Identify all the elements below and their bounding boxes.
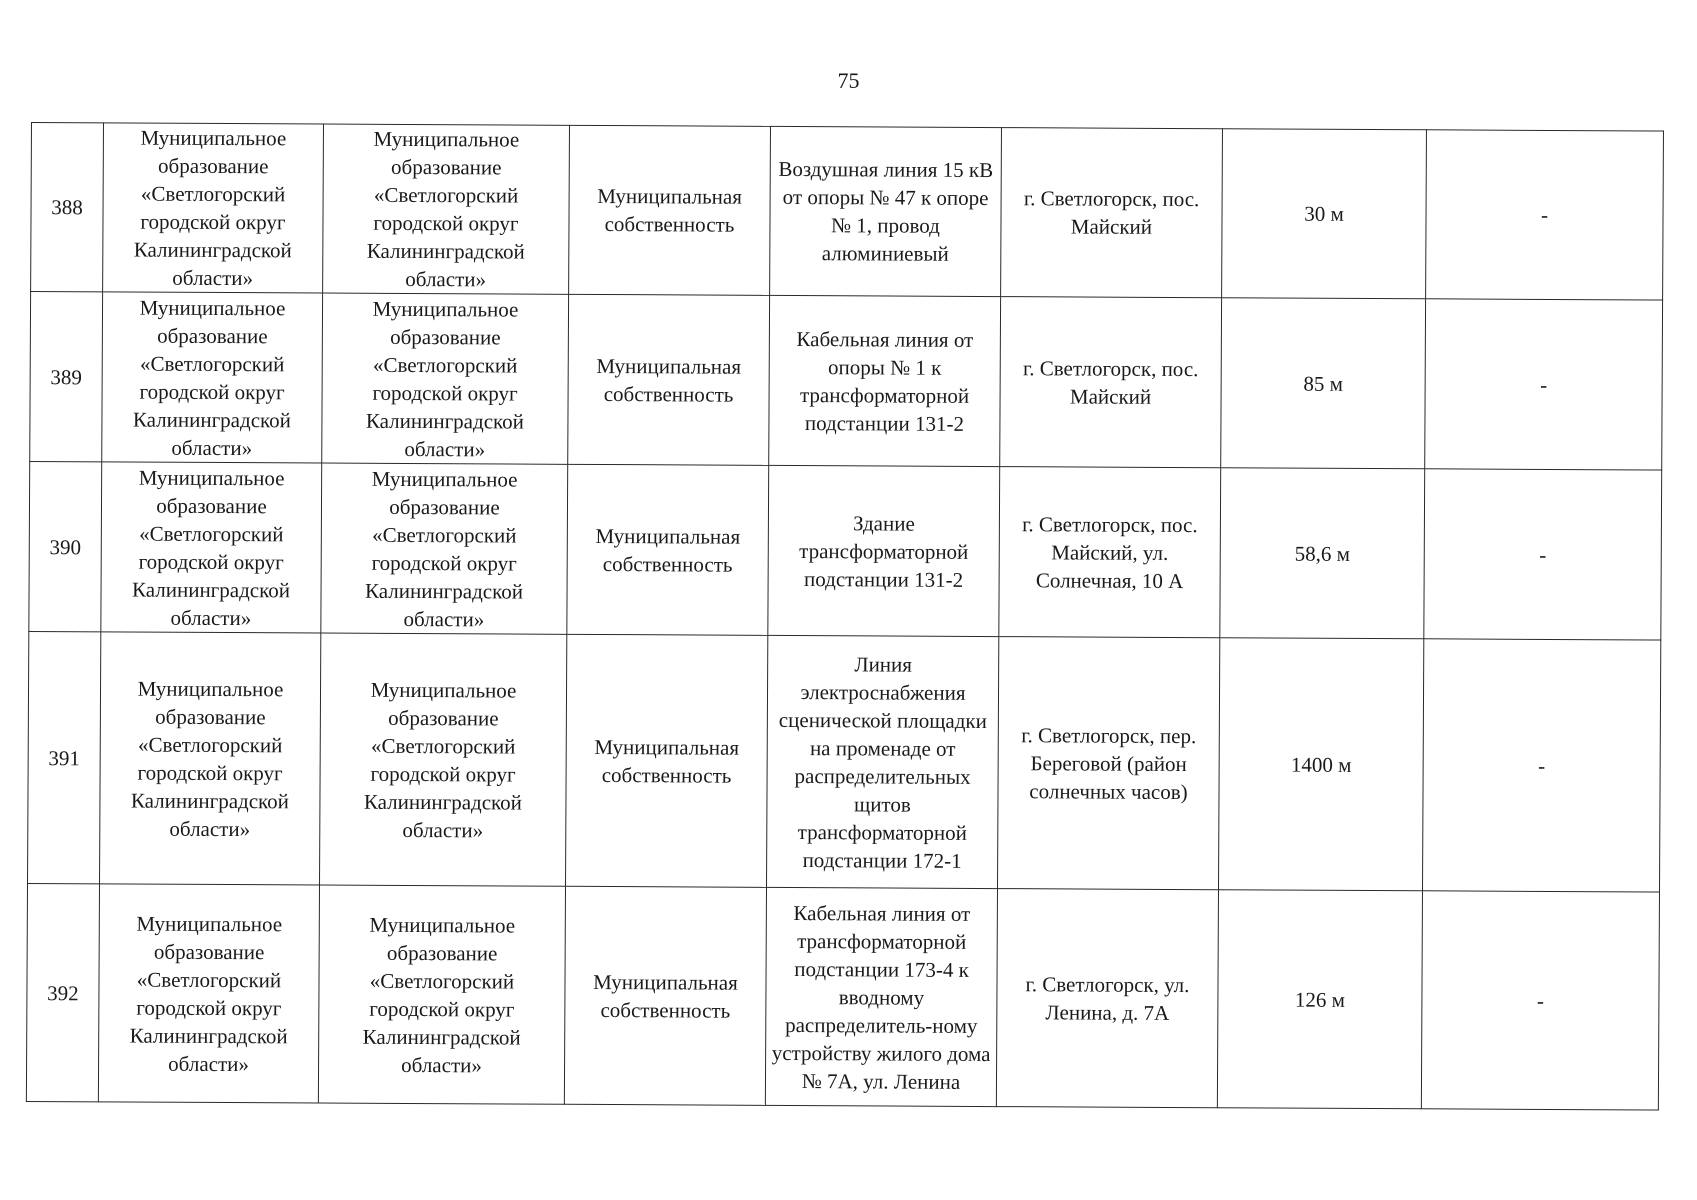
address-cell: г. Светлогорск, пос. Майский	[1000, 297, 1222, 468]
object-name-cell: Здание трансформаторной подстанции 131-2	[768, 465, 1000, 636]
page-number: 75	[837, 68, 860, 93]
address-cell: г. Светлогорск, пос. Майский, ул. Солнечная, 10 А	[999, 467, 1221, 638]
note-cell: -	[1426, 130, 1664, 300]
row-number-cell: 389	[30, 292, 103, 462]
address-cell: г. Светлогорск, пер. Береговой (район солнечных часов)	[997, 637, 1219, 890]
table-row	[28, 631, 1661, 892]
ownership-type-cell: Муниципальная собственность	[567, 464, 769, 635]
size-cell: 85 м	[1221, 298, 1426, 469]
note-cell: -	[1422, 639, 1660, 892]
ownership-type-cell: Муниципальная собственность	[568, 294, 770, 465]
table-row	[26, 883, 1659, 1110]
size-cell: 126 м	[1217, 890, 1422, 1109]
size-cell: 30 м	[1222, 129, 1427, 299]
object-name-cell: Кабельная линия от трансформаторной подстанции 173-4 к вводному распределитель-ному устройству жилого дома № 7А, ул. Ленина	[765, 887, 997, 1106]
note-cell: -	[1425, 299, 1663, 470]
holder-cell: Муниципальное образование «Светлогорский городской округ Калининградской области»	[100, 632, 321, 885]
holder-cell: Муниципальное образование «Светлогорский городской округ Калининградской области»	[102, 292, 323, 463]
table-row	[31, 123, 1664, 301]
owner-cell: Муниципальное образование «Светлогорский городской округ Калининградской области»	[320, 633, 567, 886]
row-number-cell: 390	[29, 461, 102, 631]
row-number-cell: 388	[31, 123, 104, 292]
table-row	[29, 461, 1662, 640]
owner-cell: Муниципальное образование «Светлогорский городской округ Калининградской области»	[321, 463, 568, 634]
ownership-type-cell: Муниципальная собственность	[564, 886, 766, 1105]
holder-cell: Муниципальное образование «Светлогорский городской округ Калининградской области»	[98, 884, 319, 1103]
note-cell: -	[1421, 891, 1659, 1110]
ownership-type-cell: Муниципальная собственность	[566, 634, 768, 887]
object-name-cell: Кабельная линия от опоры № 1 к трансформаторной подстанции 131-2	[769, 295, 1001, 466]
note-cell: -	[1424, 469, 1662, 640]
object-name-cell: Воздушная линия 15 кВ от опоры № 47 к опоре № 1, провод алюминиевый	[770, 126, 1002, 296]
table-row	[30, 292, 1663, 471]
size-cell: 58,6 м	[1220, 468, 1425, 639]
address-cell: г. Светлогорск, ул. Ленина, д. 7А	[996, 889, 1218, 1108]
address-cell: г. Светлогорск, пос. Майский	[1001, 128, 1223, 298]
row-number-cell: 392	[26, 883, 99, 1101]
property-registry-table	[26, 122, 1664, 1111]
holder-cell: Муниципальное образование «Светлогорский городской округ Калининградской области»	[101, 462, 322, 633]
object-name-cell: Линия электроснабжения сценической площадки на променаде от распределительных щитов трансформаторной подстанции 172-1	[767, 635, 999, 888]
size-cell: 1400 м	[1218, 638, 1423, 891]
ownership-type-cell: Муниципальная собственность	[569, 125, 771, 295]
row-number-cell: 391	[28, 631, 101, 883]
owner-cell: Муниципальное образование «Светлогорский городской округ Калининградской области»	[323, 124, 570, 294]
owner-cell: Муниципальное образование «Светлогорский городской округ Калининградской области»	[322, 293, 569, 464]
holder-cell: Муниципальное образование «Светлогорский городской округ Калининградской области»	[103, 123, 324, 293]
owner-cell: Муниципальное образование «Светлогорский городской округ Калининградской области»	[318, 885, 565, 1104]
